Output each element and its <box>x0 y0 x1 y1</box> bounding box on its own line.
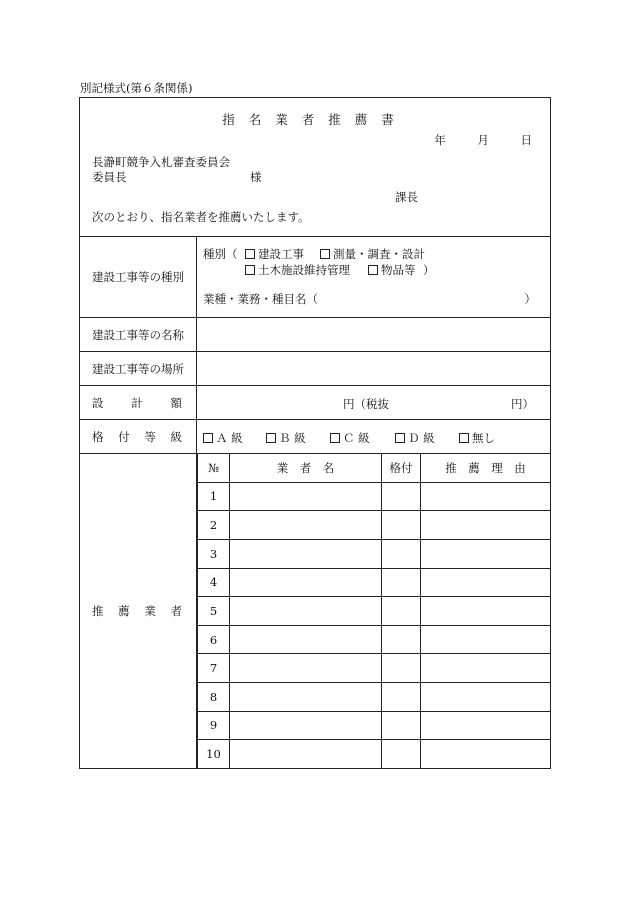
reason-cell[interactable] <box>421 625 551 654</box>
row-number: 4 <box>198 568 230 597</box>
row-number: 3 <box>198 539 230 568</box>
grade-cell[interactable] <box>382 654 421 683</box>
category-label: 建設工事等の種別 <box>80 237 197 317</box>
grade-cell[interactable] <box>382 711 421 740</box>
column-header: 推 薦 理 由 <box>421 454 551 482</box>
checkbox-goods[interactable] <box>368 265 378 275</box>
row-number: 6 <box>198 625 230 654</box>
contractor-name-cell[interactable] <box>230 711 382 740</box>
row-number: 7 <box>198 654 230 683</box>
table-row <box>198 511 551 540</box>
row-number: 1 <box>198 482 230 511</box>
table-row <box>198 597 551 626</box>
table-header-row <box>198 454 551 482</box>
grade-cell[interactable] <box>382 511 421 540</box>
row-number: 2 <box>198 511 230 540</box>
checkbox-survey[interactable] <box>320 249 330 259</box>
grade-cell[interactable] <box>382 539 421 568</box>
addressee-honorific: 様 <box>250 170 262 184</box>
grade-row <box>80 420 550 454</box>
checkbox-grade-b[interactable] <box>266 433 276 443</box>
table-row <box>198 539 551 568</box>
subtype-label: 業種・業務・種目名（ <box>203 292 318 306</box>
checkbox-grade-c[interactable] <box>330 433 340 443</box>
row-number: 9 <box>198 711 230 740</box>
grade-options <box>197 420 550 453</box>
recommendation-form <box>79 97 551 769</box>
option-survey[interactable]: 測量・調査・設計 <box>320 246 425 262</box>
reason-cell[interactable] <box>421 683 551 712</box>
checkbox-construction[interactable] <box>245 249 255 259</box>
recommended-label: 推 薦 業 者 <box>80 454 197 768</box>
amount-yen-close: 円） <box>511 397 534 411</box>
grade-cell[interactable] <box>382 740 421 768</box>
reason-cell[interactable] <box>421 597 551 626</box>
column-header: 格付 <box>382 454 421 482</box>
type-prefix: 種別（ <box>203 247 238 261</box>
table-row <box>198 482 551 511</box>
form-header <box>80 98 550 237</box>
addressee-committee: 長瀞町競争入札審査委員会 <box>92 155 230 169</box>
checkbox-maintenance[interactable] <box>245 265 255 275</box>
reason-cell[interactable] <box>421 511 551 540</box>
date-day: 日 <box>520 133 532 147</box>
recommended-row <box>80 454 550 768</box>
amount-field[interactable] <box>197 386 550 419</box>
row-number: 10 <box>198 740 230 768</box>
name-label: 建設工事等の名称 <box>80 318 197 351</box>
grade-option-b[interactable]: Ｂ 級 <box>266 430 306 446</box>
place-field[interactable] <box>197 352 550 385</box>
reason-cell[interactable] <box>421 539 551 568</box>
table-row <box>198 683 551 712</box>
table-row <box>198 625 551 654</box>
grade-cell[interactable] <box>382 568 421 597</box>
contractor-name-cell[interactable] <box>230 654 382 683</box>
grade-option-a[interactable]: Ａ 級 <box>203 430 243 446</box>
contractor-name-cell[interactable] <box>230 683 382 712</box>
recommended-table <box>197 454 550 768</box>
name-field[interactable] <box>197 318 550 351</box>
contractor-name-cell[interactable] <box>230 625 382 654</box>
contractor-name-cell[interactable] <box>230 482 382 511</box>
amount-yen: 円（税抜 <box>343 397 389 411</box>
amount-label: 設 計 額 <box>80 386 197 419</box>
date-year: 年 <box>434 133 446 147</box>
addressee-chair: 委員長 <box>92 170 127 184</box>
name-row <box>80 318 550 352</box>
grade-label: 格 付 等 級 <box>80 420 197 453</box>
row-number: 5 <box>198 597 230 626</box>
reason-cell[interactable] <box>421 740 551 768</box>
grade-option-c[interactable]: Ｃ 級 <box>330 430 370 446</box>
checkbox-grade-d[interactable] <box>395 433 405 443</box>
grade-cell[interactable] <box>382 597 421 626</box>
checkbox-grade-none[interactable] <box>459 433 469 443</box>
amount-row <box>80 386 550 420</box>
grade-cell[interactable] <box>382 482 421 511</box>
table-row <box>198 740 551 768</box>
contractor-name-cell[interactable] <box>230 597 382 626</box>
reason-cell[interactable] <box>421 654 551 683</box>
checkbox-grade-a[interactable] <box>203 433 213 443</box>
column-header: 業 者 名 <box>230 454 382 482</box>
option-maintenance[interactable]: 土木施設維持管理 <box>245 262 350 278</box>
contractor-name-cell[interactable] <box>230 568 382 597</box>
form-title: 指名業者推薦書 <box>222 112 408 127</box>
column-header: № <box>198 454 230 482</box>
reason-cell[interactable] <box>421 482 551 511</box>
grade-cell[interactable] <box>382 683 421 712</box>
reason-cell[interactable] <box>421 711 551 740</box>
date-line <box>406 132 532 148</box>
option-goods[interactable]: 物品等 <box>368 262 416 278</box>
table-row <box>198 654 551 683</box>
form-label: 別記様式(第６条関係) <box>80 81 193 95</box>
sender-title: 課長 <box>395 190 418 204</box>
subtype-close: ） <box>524 292 536 306</box>
contractor-name-cell[interactable] <box>230 511 382 540</box>
recommended-table-wrap <box>197 454 550 768</box>
grade-option-d[interactable]: Ｄ 級 <box>395 430 435 446</box>
place-label: 建設工事等の場所 <box>80 352 197 385</box>
table-row <box>198 711 551 740</box>
category-value <box>197 237 550 317</box>
contractor-name-cell[interactable] <box>230 740 382 768</box>
date-month: 月 <box>477 133 489 147</box>
option-construction[interactable]: 建設工事 <box>245 246 304 262</box>
grade-option-none[interactable]: 無し <box>459 430 495 446</box>
reason-cell[interactable] <box>421 568 551 597</box>
grade-cell[interactable] <box>382 625 421 654</box>
category-row <box>80 237 550 318</box>
row-number: 8 <box>198 683 230 712</box>
place-row <box>80 352 550 386</box>
type-suffix: ） <box>423 263 435 277</box>
contractor-name-cell[interactable] <box>230 539 382 568</box>
intro-text: 次のとおり、指名業者を推薦いたします。 <box>92 210 310 224</box>
table-row <box>198 568 551 597</box>
